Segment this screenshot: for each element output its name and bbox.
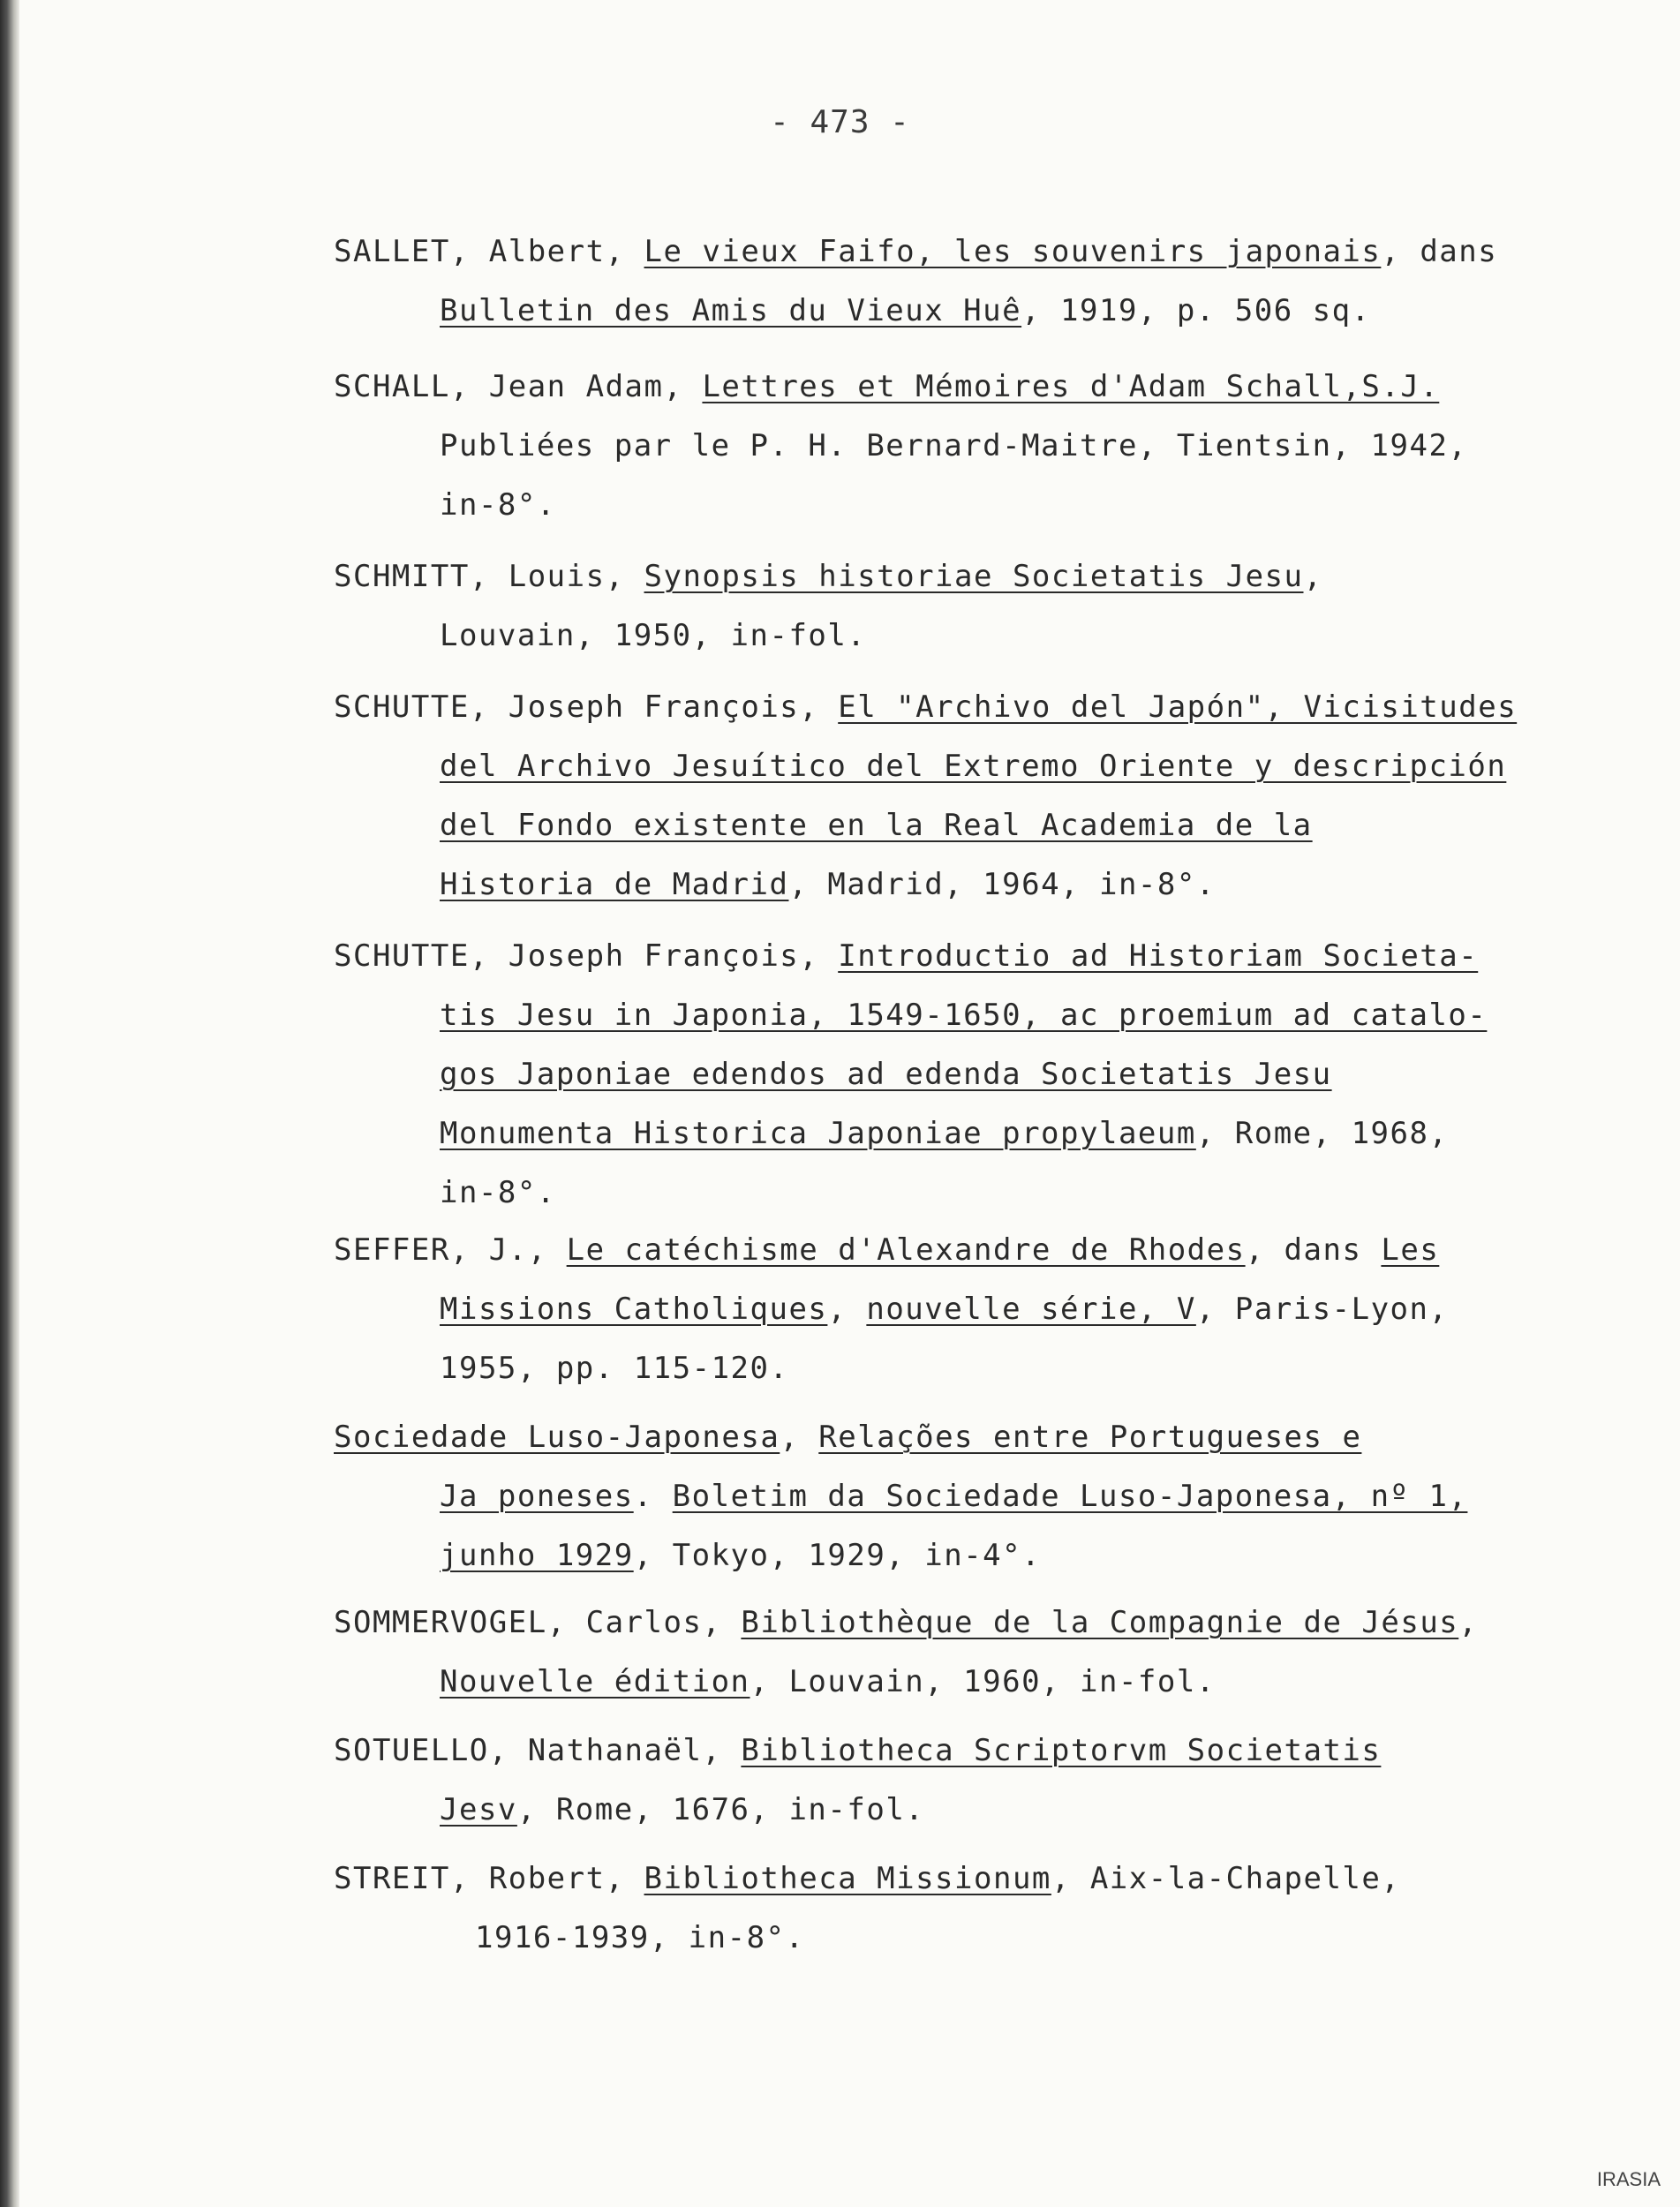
text-run: , 1919, p. 506 sq. (1021, 293, 1371, 328)
entry-line (334, 547, 1623, 606)
entry-line (334, 796, 1623, 855)
title-text: Jesv (440, 1792, 517, 1827)
entry-line (334, 1045, 1623, 1104)
title-text: tis Jesu in Japonia, 1549-1650, ac proemium ad catalo- (440, 998, 1488, 1033)
entry-line (334, 927, 1623, 986)
title-text: Le catéchisme d'Alexandre de Rhodes (566, 1232, 1246, 1268)
bibliography-entry-schutte-2 (334, 927, 1623, 1223)
entry-line (334, 476, 1623, 535)
text-run: , Paris-Lyon, (1195, 1292, 1449, 1327)
text-run: , (1303, 559, 1323, 594)
author-text: SALLET, Albert, (334, 234, 644, 269)
title-text: Boletim da Sociedade Luso-Japonesa, nº 1, (672, 1479, 1468, 1514)
author-text: SEFFER, J., (334, 1232, 567, 1268)
title-text: del Fondo existente en la Real Academia de la (440, 808, 1313, 843)
entry-line (334, 1339, 1623, 1398)
entry-line (334, 1849, 1623, 1909)
text-run: Publiées par le P. H. Bernard-Maitre, Tientsin, 1942, (440, 428, 1468, 463)
bibliography-entry-schmitt (334, 547, 1623, 666)
title-text: junho 1929 (440, 1538, 634, 1573)
entry-line (334, 417, 1623, 476)
entry-line (334, 1909, 1623, 1968)
entry-line (334, 1593, 1623, 1653)
text-run: , Tokyo, 1929, in-4°. (633, 1538, 1042, 1573)
binding-edge (0, 0, 19, 2207)
text-run: , Louvain, 1960, in-fol. (750, 1664, 1216, 1699)
title-text: Ja poneses (440, 1479, 634, 1514)
title-text: Les (1381, 1232, 1440, 1268)
title-text: Missions Catholiques (440, 1292, 828, 1327)
entry-line (334, 1721, 1623, 1781)
text-run: , Rome, 1676, in-fol. (516, 1792, 925, 1827)
entry-line (334, 1467, 1623, 1526)
title-text: gos Japoniae edendos ad edenda Societatis Jesu (440, 1057, 1332, 1092)
entry-line (334, 1104, 1623, 1164)
entry-line (334, 1526, 1623, 1586)
bibliography-entry-sallet (334, 222, 1623, 341)
title-text: Monumenta Historica Japoniae propylaeum (440, 1116, 1196, 1151)
text-run: , Madrid, 1964, in-8°. (788, 867, 1216, 902)
bibliography-entry-schall (334, 358, 1623, 535)
title-text: Bibliotheca Missionum (644, 1861, 1051, 1896)
entry-line (334, 282, 1623, 341)
title-text: nouvelle série, V (866, 1292, 1196, 1327)
text-run: , (780, 1420, 819, 1455)
title-text: Bulletin des Amis du Vieux Huê (440, 293, 1022, 328)
title-text: Bibliothèque de la Compagnie de Jésus (741, 1605, 1459, 1640)
footer-watermark: IRASIA (1596, 2168, 1661, 2190)
bibliography-entry-streit (334, 1849, 1623, 1968)
text-run: , (1458, 1605, 1479, 1640)
text-run: 1916-1939, in-8°. (475, 1920, 805, 1955)
entry-line (334, 1781, 1623, 1840)
author-text: Sociedade Luso-Japonesa (334, 1420, 780, 1455)
entry-line (334, 737, 1623, 796)
title-text: Synopsis historiae Societatis Jesu (644, 559, 1304, 594)
entry-line (334, 1653, 1623, 1712)
bibliography-entry-sotuello (334, 1721, 1623, 1840)
title-text: Lettres et Mémoires d'Adam Schall,S.J. (702, 369, 1440, 404)
text-run: Louvain, 1950, in-fol. (440, 618, 867, 653)
entry-line (334, 678, 1623, 737)
text-run: . (633, 1479, 673, 1514)
entry-line (334, 986, 1623, 1045)
entry-line (334, 1280, 1623, 1339)
text-run: , Aix-la-Chapelle, (1051, 1861, 1401, 1896)
entry-line (334, 1221, 1623, 1280)
text-run: in-8°. (440, 487, 556, 523)
author-text: SCHALL, Jean Adam, (334, 369, 703, 404)
title-text: Le vieux Faifo, les souvenirs japonais (644, 234, 1382, 269)
author-text: SOMMERVOGEL, Carlos, (334, 1605, 742, 1640)
title-text: del Archivo Jesuítico del Extremo Oriente y descripción (440, 749, 1507, 784)
author-text: SCHMITT, Louis, (334, 559, 644, 594)
bibliography-entry-schutte-1 (334, 678, 1623, 915)
text-run: in-8°. (440, 1175, 556, 1210)
title-text: Introductio ad Historiam Societa- (838, 938, 1479, 974)
title-text: Nouvelle édition (440, 1664, 750, 1699)
text-run: , dans (1381, 234, 1498, 269)
bibliography-entry-seffer (334, 1221, 1623, 1398)
entry-line (334, 1408, 1623, 1467)
entry-line (334, 606, 1623, 666)
text-run: , (827, 1292, 867, 1327)
text-run: , dans (1245, 1232, 1382, 1268)
text-run: 1955, pp. 115-120. (440, 1351, 789, 1386)
author-text: SOTUELLO, Nathanaël, (334, 1733, 742, 1768)
title-text: El "Archivo del Japón", Vicisitudes (838, 689, 1518, 725)
title-text: Relações entre Portugueses e (818, 1420, 1362, 1455)
entry-line (334, 855, 1623, 915)
title-text: Historia de Madrid (440, 867, 789, 902)
author-text: STREIT, Robert, (334, 1861, 644, 1896)
bibliography-entry-sommervogel (334, 1593, 1623, 1712)
bibliography-entry-sociedade (334, 1408, 1623, 1586)
entry-line (334, 1164, 1623, 1223)
page-number: - 473 - (770, 104, 910, 140)
author-text: SCHUTTE, Joseph François, (334, 689, 839, 725)
title-text: Bibliotheca Scriptorvm Societatis (741, 1733, 1382, 1768)
entry-line (334, 358, 1623, 417)
entry-line (334, 222, 1623, 282)
text-run: , Rome, 1968, (1195, 1116, 1449, 1151)
author-text: SCHUTTE, Joseph François, (334, 938, 839, 974)
